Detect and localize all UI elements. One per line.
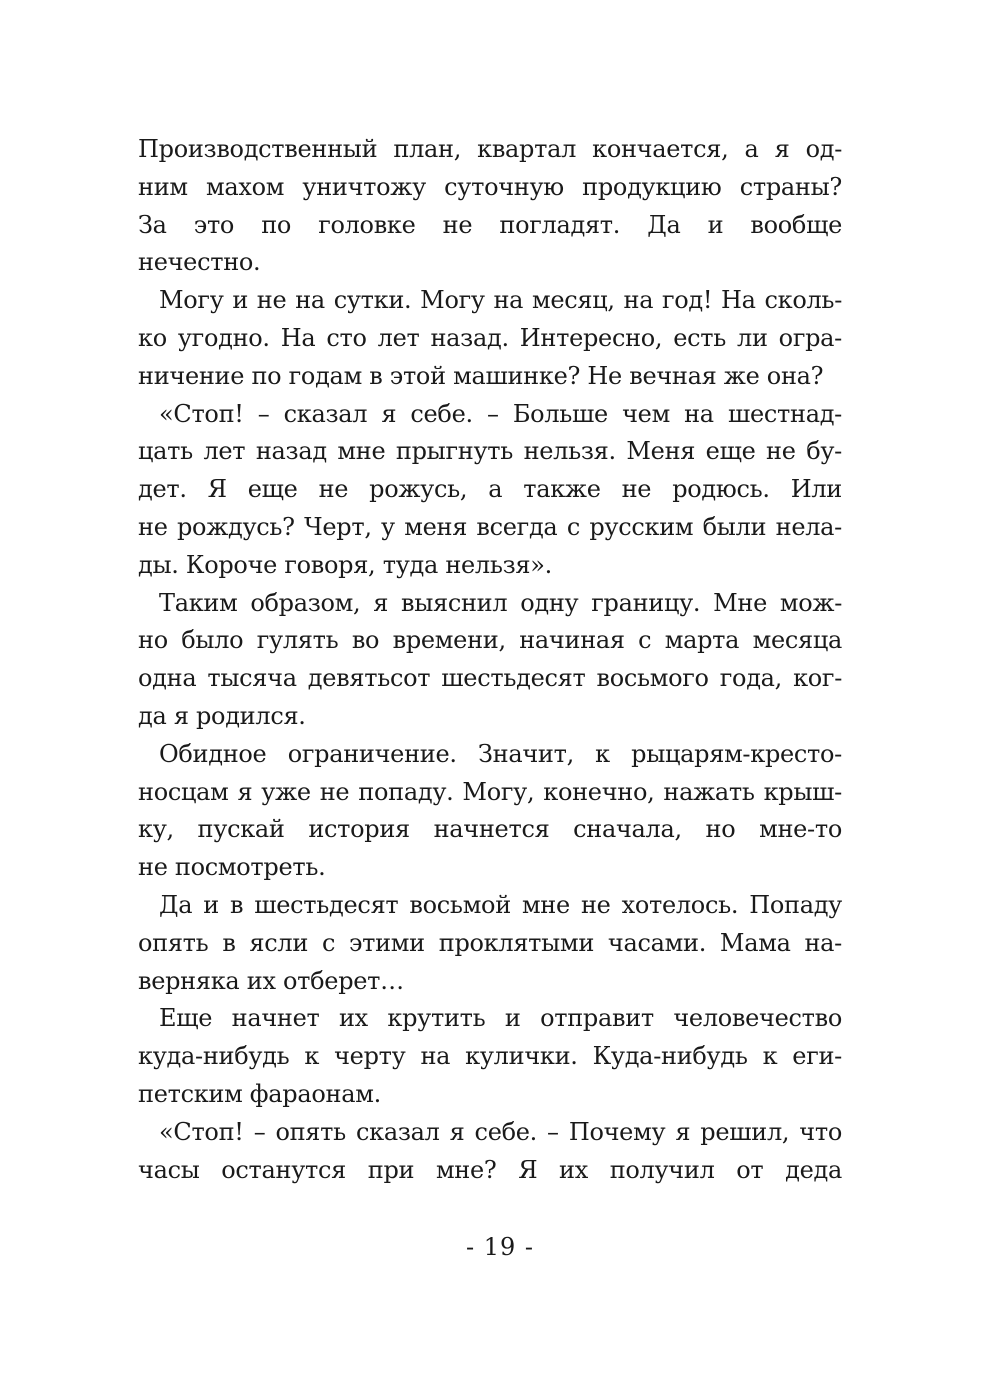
- text-line: не рождусь? Черт, у меня всегда с русским были нела-: [138, 512, 842, 541]
- paragraph: [138, 396, 842, 585]
- text-line: За это по головке не погладят. Да и вообще: [138, 210, 842, 239]
- text-line: Таким образом, я выяснил одну границу. Мне мож-: [159, 588, 842, 617]
- text-line: опять в ясли с этими проклятыми часами. Мама на-: [138, 928, 842, 957]
- text-line: ничение по годам в этой машинке? Не вечная же она?: [138, 361, 824, 390]
- text-line: куда-нибудь к черту на кулички. Куда-нибудь к еги-: [138, 1042, 842, 1071]
- text-line: одна тысяча девятьсот шестьдесят восьмого года, ког-: [138, 664, 842, 693]
- paragraph: [138, 585, 842, 736]
- text-line: часы останутся при мне? Я их получил от деда: [138, 1155, 842, 1184]
- text-line: петским фараонам.: [138, 1079, 381, 1108]
- text-line: Производственный план, квартал кончается, а я од-: [138, 135, 842, 163]
- text-line: Могу и не на сутки. Могу на месяц, на год! На сколь-: [159, 286, 842, 315]
- paragraph: [138, 1114, 842, 1190]
- body-text: [138, 131, 842, 1189]
- text-line: нечестно.: [138, 248, 261, 277]
- paragraph: [138, 131, 842, 282]
- paragraph: [138, 887, 842, 1000]
- text-line: ним махом уничтожу суточную продукцию страны?: [138, 172, 842, 201]
- paragraph: [138, 282, 842, 395]
- text-line: верняка их отберет…: [138, 966, 404, 995]
- text-line: дет. Я еще не рожусь, а также не родюсь. Или: [138, 475, 842, 504]
- text-line: ко угодно. На сто лет назад. Интересно, есть ли огра-: [138, 323, 842, 352]
- paragraph: [138, 1000, 842, 1113]
- text-line: ку, пускай история начнется сначала, но мне-то: [138, 815, 842, 844]
- text-line: цать лет назад мне прыгнуть нельзя. Меня еще не бу-: [138, 437, 842, 466]
- paragraph: [138, 736, 842, 887]
- text-line: «Стоп! – сказал я себе. – Больше чем на шестнад-: [159, 399, 842, 428]
- text-line: да я родился.: [138, 701, 306, 730]
- text-line: Обидное ограничение. Значит, к рыцарям-кресто-: [159, 739, 842, 768]
- text-line: носцам я уже не попаду. Могу, конечно, нажать крыш-: [138, 777, 842, 806]
- text-line: но было гулять во времени, начиная с марта месяца: [138, 626, 842, 655]
- text-line: Еще начнет их крутить и отправит человечество: [159, 1004, 842, 1033]
- text-line: ды. Короче говоря, туда нельзя».: [138, 550, 552, 579]
- page-number: - 19 -: [465, 1233, 534, 1261]
- text-line: не посмотреть.: [138, 853, 326, 882]
- text-line: «Стоп! – опять сказал я себе. – Почему я решил, что: [159, 1117, 842, 1146]
- text-line: Да и в шестьдесят восьмой мне не хотелось. Попаду: [159, 890, 842, 919]
